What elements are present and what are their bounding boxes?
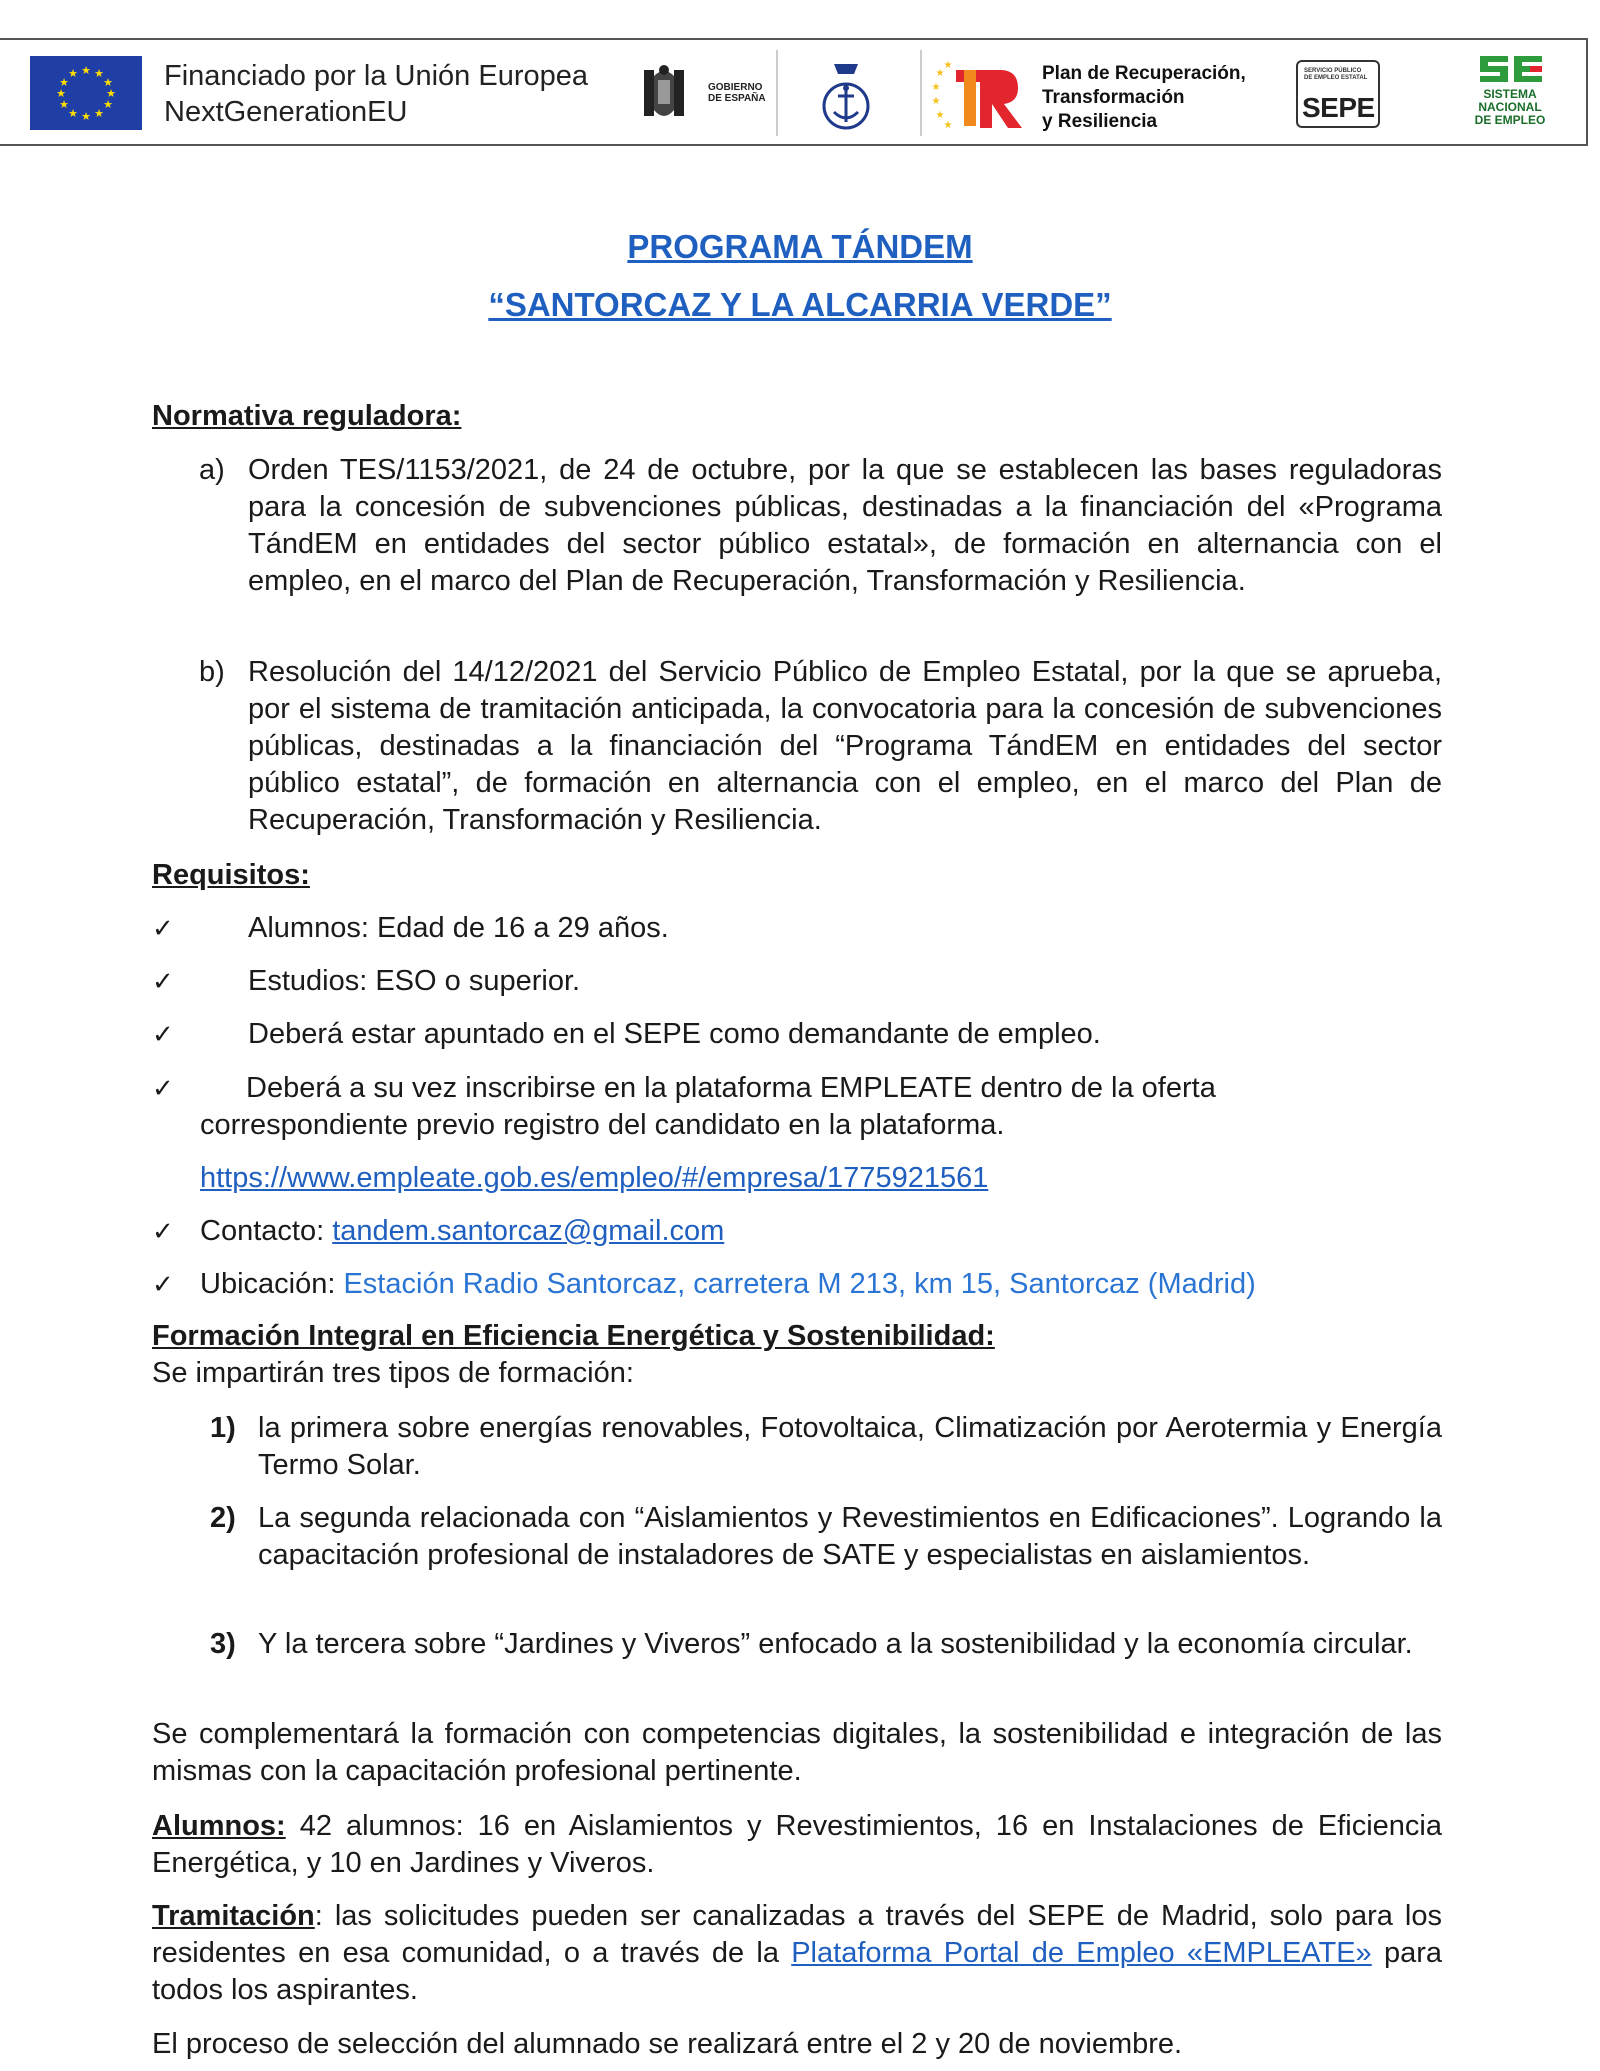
normativa-heading: Normativa reguladora: [152, 400, 462, 432]
eu-funding-text [164, 58, 588, 130]
svg-text:★: ★ [943, 120, 953, 131]
header-divider [776, 50, 778, 136]
item-text: Orden TES/1153/2021, de 24 de octubre, por la que se establecen las bases reguladoras para la concesión de subvenciones públicas, destinadas a la financiación del «Programa TándEM en entidades del sector público estatal», de formación en alternancia con el empleo, en el marco del Plan de Recuperación, Transformación y Resiliencia. [248, 454, 1442, 597]
sne-text [1470, 88, 1550, 127]
requisitos-heading-row [152, 857, 1442, 897]
alumnos-text: 42 alumnos: 16 en Aislamientos y Revestimientos, 16 en Instalaciones de Eficiencia Energética, y 10 en Jardines y Viveros. [152, 1810, 1442, 1879]
formacion-item-3 [152, 1626, 1442, 1706]
tramitacion-section [152, 1898, 1442, 2013]
prtr-line2: Transformación [1042, 87, 1185, 108]
ubicacion-value: Estación Radio Santorcaz, carretera M 213, km 15, Santorcaz (Madrid) [343, 1268, 1256, 1300]
sne-line3: DE EMPLEO [1474, 113, 1546, 127]
sepe-wordmark: SEPE [1302, 92, 1375, 123]
normativa-section [152, 398, 1442, 438]
formacion-intro: Se impartirán tres tipos de formación: [152, 1357, 634, 1389]
item-label: 3) [210, 1628, 236, 1660]
contacto-line [200, 1213, 724, 1250]
checkmark-icon: ✓ [152, 966, 174, 996]
page-title: PROGRAMA TÁNDEM [627, 228, 973, 265]
tramitacion-label: Tramitación [152, 1900, 315, 1932]
requisito-item [152, 1016, 1442, 1056]
prtr-text [1042, 62, 1246, 134]
svg-text:★: ★ [56, 87, 66, 100]
checkmark-icon: ✓ [152, 1073, 174, 1103]
checkmark-icon: ✓ [152, 1019, 174, 1049]
svg-text:★: ★ [59, 76, 69, 89]
svg-text:★: ★ [94, 107, 104, 120]
svg-text:★: ★ [103, 98, 113, 111]
alumnos-label: Alumnos: [152, 1810, 286, 1842]
formacion-complement [152, 1716, 1442, 1796]
requisito-item [152, 963, 1442, 1003]
formacion-item-2 [152, 1500, 1442, 1615]
anchor-emblem-icon [820, 58, 872, 132]
requisito-text: Alumnos: Edad de 16 a 29 años. [248, 912, 669, 944]
item-text: Y la tercera sobre “Jardines y Viveros” enfocado a la sostenibilidad y la economía circular. [258, 1628, 1413, 1660]
gobierno-text [708, 82, 766, 104]
tramitacion-text-before: : las solicitudes pueden ser canalizadas a través del SEPE de Madrid, solo para los residentes en esa comunidad, o a través de la [152, 1900, 1442, 1969]
svg-text:★: ★ [103, 76, 113, 89]
requisito-text: Deberá estar apuntado en el SEPE como demandante de empleo. [248, 1018, 1101, 1050]
svg-text:★: ★ [81, 110, 91, 123]
svg-text:★: ★ [68, 67, 78, 80]
sepe-small-line1: SERVICIO PÚBLICO [1304, 68, 1362, 74]
sepe-logo [1296, 60, 1380, 128]
sne-line1: SISTEMA [1483, 87, 1537, 101]
requisito-item [152, 1070, 1442, 1150]
gob-line1: GOBIERNO [708, 82, 763, 93]
formacion-section [152, 1318, 1442, 1394]
prtr-line3: y Resiliencia [1042, 111, 1158, 132]
sepe-small-line2: DE EMPLEO ESTATAL [1304, 75, 1368, 81]
item-label: a) [199, 454, 225, 486]
normativa-item-a [152, 452, 1442, 642]
sne-logo [1470, 52, 1550, 136]
contacto-label: Contacto: [200, 1215, 333, 1247]
ubicacion-line [200, 1266, 1256, 1303]
eu-flag-icon [30, 56, 142, 130]
tramitacion-paragraph [152, 1898, 1442, 2009]
svg-text:★: ★ [94, 67, 104, 80]
empleate-url-row [152, 1160, 1442, 1200]
ubicacion-label: Ubicación: [200, 1268, 344, 1300]
complement-text: Se complementará la formación con competencias digitales, la sostenibilidad e integración de las mismas con la capacitación profesional pertinente. [152, 1718, 1442, 1787]
svg-text:★: ★ [935, 68, 945, 79]
empleate-url-link[interactable]: https://www.empleate.gob.es/empleo/#/empresa/1775921561 [200, 1162, 989, 1194]
checkmark-icon: ✓ [152, 1216, 174, 1246]
svg-text:★: ★ [931, 96, 941, 107]
svg-text:★: ★ [59, 98, 69, 111]
formacion-heading: Formación Integral en Eficiencia Energética y Sostenibilidad: [152, 1320, 995, 1352]
page-subtitle: “SANTORCAZ Y LA ALCARRIA VERDE” [488, 286, 1112, 323]
contacto-email-link[interactable]: tandem.santorcaz@gmail.com [332, 1215, 725, 1247]
item-text: La segunda relacionada con “Aislamientos y Revestimientos en Edificaciones”. Logrando la capacitación profesional de instaladores de SATE y especialistas en aislamientos. [258, 1502, 1442, 1571]
checkmark-icon: ✓ [152, 1269, 174, 1299]
requisito-text-cont: correspondiente previo registro del candidato en la plataforma. [200, 1109, 1005, 1141]
sepe-small-text [1304, 68, 1367, 82]
prtr-logo-icon [930, 56, 1030, 136]
svg-text:★: ★ [935, 110, 945, 121]
requisito-text: Deberá a su vez inscribirse en la plataforma EMPLEATE dentro de la oferta [246, 1072, 1216, 1104]
eu-line2: NextGenerationEU [164, 96, 408, 128]
requisito-text: Estudios: ESO o superior. [248, 965, 581, 997]
header-logo-band [0, 38, 1588, 146]
empleate-portal-link[interactable]: Plataforma Portal de Empleo «EMPLEATE» [791, 1937, 1372, 1969]
item-text: la primera sobre energías renovables, Fotovoltaica, Climatización por Aerotermia y Energía Termo Solar. [258, 1412, 1442, 1481]
alumnos-section [152, 1808, 1442, 1888]
svg-text:★: ★ [68, 107, 78, 120]
contacto-row [152, 1213, 1442, 1253]
item-label: 1) [210, 1412, 236, 1444]
checkmark-icon: ✓ [152, 913, 174, 943]
alumnos-paragraph [152, 1808, 1442, 1882]
formacion-item-1 [152, 1410, 1442, 1490]
eu-line1: Financiado por la Unión Europea [164, 60, 588, 92]
svg-text:★: ★ [931, 82, 941, 93]
svg-text:★: ★ [106, 87, 116, 100]
sne-line2: NACIONAL [1478, 100, 1542, 114]
gobierno-crest-icon [636, 62, 692, 128]
prtr-line1: Plan de Recuperación, [1042, 63, 1246, 84]
item-text: Resolución del 14/12/2021 del Servicio Público de Empleo Estatal, por la que se aprueba, por el sistema de tramitación anticipada, la convocatoria para la concesión de subvenciones públicas, destinadas a la financiación del “Programa TándEM en entidades del sector público estatal”, de formación en alternancia con el empleo, en el marco del Plan de Recuperación, Transformación y Resiliencia. [248, 656, 1442, 836]
item-label: b) [199, 656, 225, 688]
gob-line2: DE ESPAÑA [708, 93, 766, 104]
requisitos-heading: Requisitos: [152, 859, 310, 891]
proceso-section [152, 2026, 1442, 2066]
requisito-item [152, 910, 1442, 950]
svg-text:★: ★ [81, 64, 91, 77]
header-divider [920, 50, 922, 136]
svg-text:★: ★ [943, 60, 953, 71]
tramitacion-text-after: para todos los aspirantes. [152, 1937, 1442, 2006]
normativa-item-b [152, 654, 1442, 844]
sne-mark-icon [1470, 52, 1550, 86]
item-label: 2) [210, 1502, 236, 1534]
proceso-text: El proceso de selección del alumnado se realizará entre el 2 y 20 de noviembre. [152, 2028, 1183, 2060]
ubicacion-row [152, 1266, 1442, 1306]
